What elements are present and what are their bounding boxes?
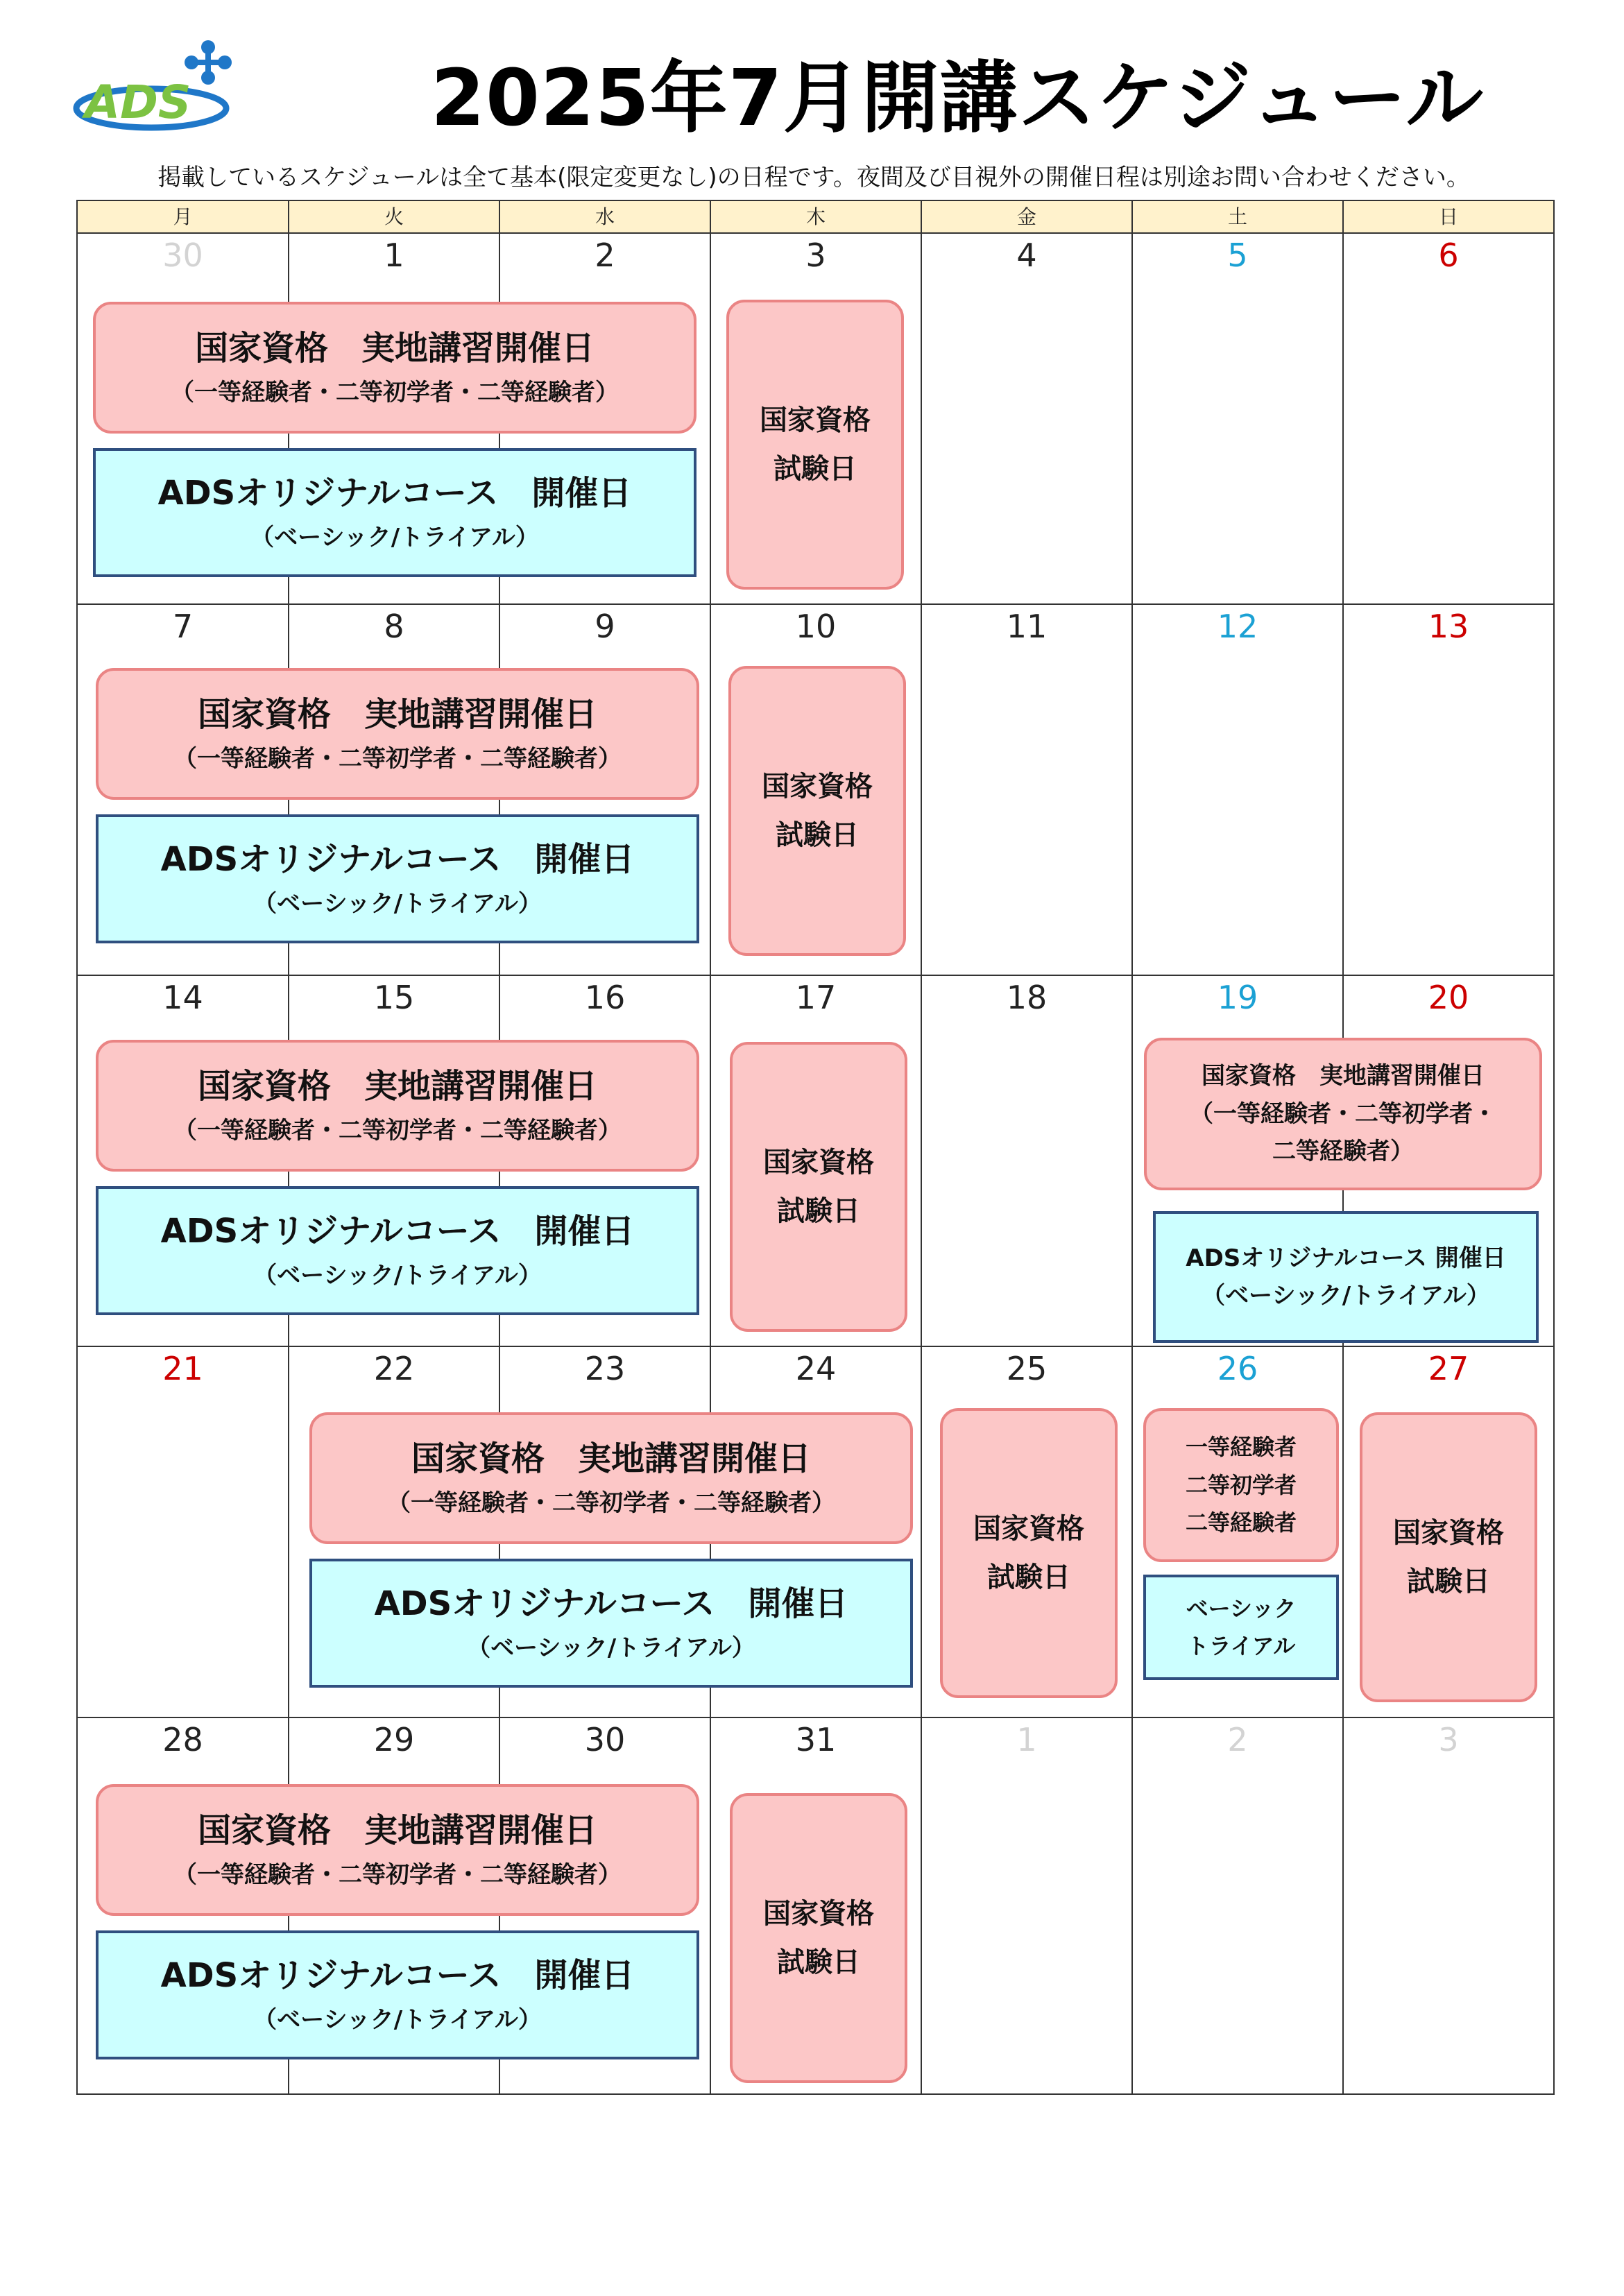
practical-training-event xyxy=(96,1784,699,1916)
original-course-event xyxy=(309,1559,913,1688)
exam-label: 国家資格 xyxy=(973,1513,1084,1545)
original-label: ベーシック xyxy=(1186,1595,1297,1622)
day-cell xyxy=(922,976,1133,1347)
practical-title: 国家資格 実地講習開催日 xyxy=(1202,1062,1485,1090)
day-cell xyxy=(78,1347,289,1718)
day-number: 5 xyxy=(1227,237,1248,274)
weekday-thu: 木 xyxy=(711,201,922,232)
day-number: 10 xyxy=(795,608,837,645)
original-sub: （ベーシック/トライアル） xyxy=(250,523,539,551)
day-number: 6 xyxy=(1438,237,1459,274)
day-number: 12 xyxy=(1217,608,1258,645)
day-number: 23 xyxy=(584,1350,626,1387)
day-number: 1 xyxy=(1016,1721,1037,1758)
exam-label: 試験日 xyxy=(777,1195,860,1227)
day-number: 30 xyxy=(162,237,203,274)
practical-training-event xyxy=(96,1040,699,1172)
day-number: 14 xyxy=(162,979,203,1016)
day-cell xyxy=(1133,1718,1344,2093)
practical-label: 一等経験者 xyxy=(1185,1434,1297,1461)
practical-label: 二等経験者 xyxy=(1185,1509,1297,1536)
exam-label: 国家資格 xyxy=(763,1147,874,1179)
day-number: 25 xyxy=(1006,1350,1048,1387)
original-title: ADSオリジナルコース 開催日 xyxy=(1186,1244,1506,1272)
practical-sub: （一等経験者・二等初学者・二等経験者） xyxy=(387,1489,835,1517)
day-number: 30 xyxy=(584,1721,626,1758)
original-course-event xyxy=(96,814,699,943)
original-sub: （ベーシック/トライアル） xyxy=(253,889,542,918)
weekday-mon: 月 xyxy=(78,201,289,232)
original-sub: （ベーシック/トライアル） xyxy=(1202,1282,1490,1310)
original-course-event xyxy=(96,1186,699,1315)
exam-label: 国家資格 xyxy=(760,404,871,436)
practical-title: 国家資格 実地講習開催日 xyxy=(411,1439,811,1478)
day-number: 4 xyxy=(1016,237,1037,274)
schedule-note: 掲載しているスケジュールは全て基本(限定変更なし)の日程です。夜間及び目視外の開催日程は別途お問い合わせください。 xyxy=(157,164,1470,191)
exam-label: 国家資格 xyxy=(762,771,873,803)
day-number: 2 xyxy=(595,237,615,274)
weekday-sun: 日 xyxy=(1438,205,1458,228)
day-number: 11 xyxy=(1006,608,1048,645)
practical-training-event xyxy=(1144,1038,1542,1190)
practical-sub: （一等経験者・二等初学者・二等経験者） xyxy=(173,1860,622,1889)
original-course-event xyxy=(1153,1211,1539,1343)
practical-title: 国家資格 実地講習開催日 xyxy=(197,1810,597,1850)
original-course-short xyxy=(1143,1575,1339,1680)
day-number: 27 xyxy=(1428,1350,1469,1387)
weekday-wed: 水 xyxy=(500,201,711,232)
practical-title: 国家資格 実地講習開催日 xyxy=(194,328,595,368)
day-number: 9 xyxy=(595,608,615,645)
day-cell xyxy=(1133,234,1344,605)
original-sub: （ベーシック/トライアル） xyxy=(253,1261,542,1290)
practical-training-event xyxy=(96,668,699,800)
original-title: ADSオリジナルコース 開催日 xyxy=(160,1211,635,1251)
exam-label: 試験日 xyxy=(776,819,859,851)
practical-training-event xyxy=(309,1412,913,1544)
original-sub: （ベーシック/トライアル） xyxy=(467,1634,755,1662)
svg-text:ADS: ADS xyxy=(85,76,191,129)
exam-label: 試験日 xyxy=(777,1946,860,1978)
calendar-grid xyxy=(76,200,1555,2095)
original-sub: （ベーシック/トライアル） xyxy=(253,2005,542,2034)
weekday-tue: 火 xyxy=(289,201,500,232)
day-number: 18 xyxy=(1006,979,1048,1016)
day-cell xyxy=(1344,1718,1553,2093)
national-exam-event xyxy=(730,1793,907,2083)
day-number: 15 xyxy=(373,979,415,1016)
exam-label: 国家資格 xyxy=(1393,1517,1504,1549)
drone-icon xyxy=(185,40,232,85)
original-course-event xyxy=(96,1930,699,2059)
weekday-sat: 土 xyxy=(1133,201,1344,232)
practical-sub: 二等経験者） xyxy=(1272,1138,1414,1166)
exam-label: 試験日 xyxy=(987,1561,1070,1593)
day-number: 3 xyxy=(805,237,826,274)
practical-sub: （一等経験者・二等初学者・二等経験者） xyxy=(171,378,619,406)
day-cell xyxy=(1344,605,1553,976)
day-number: 7 xyxy=(172,608,194,645)
day-number: 31 xyxy=(795,1721,837,1758)
practical-training-event xyxy=(93,302,696,434)
national-exam-event xyxy=(1360,1412,1537,1702)
weekday-fri: 金 xyxy=(922,201,1133,232)
weekday-header xyxy=(78,201,1553,234)
practical-training-short xyxy=(1143,1408,1339,1562)
day-number: 2 xyxy=(1227,1721,1248,1758)
day-number: 28 xyxy=(162,1721,203,1758)
day-number: 29 xyxy=(373,1721,415,1758)
day-number: 8 xyxy=(384,608,404,645)
day-number: 21 xyxy=(162,1350,203,1387)
day-number: 13 xyxy=(1428,608,1469,645)
practical-label: 二等初学者 xyxy=(1185,1471,1297,1498)
day-number: 3 xyxy=(1438,1721,1459,1758)
national-exam-event xyxy=(730,1042,907,1332)
day-number: 22 xyxy=(373,1350,415,1387)
day-number: 1 xyxy=(384,237,404,274)
day-cell xyxy=(1344,234,1553,605)
day-number: 19 xyxy=(1217,979,1258,1016)
day-number: 16 xyxy=(584,979,626,1016)
day-cell xyxy=(922,605,1133,976)
exam-label: 国家資格 xyxy=(763,1898,874,1930)
original-title: ADSオリジナルコース 開催日 xyxy=(374,1584,848,1623)
day-number: 20 xyxy=(1428,979,1469,1016)
day-number: 24 xyxy=(795,1350,837,1387)
day-number: 17 xyxy=(795,979,837,1016)
practical-title: 国家資格 実地講習開催日 xyxy=(197,1066,597,1106)
page-title: 2025年7月開講スケジュール xyxy=(431,53,1484,144)
practical-sub: （一等経験者・二等初学者・二等経験者） xyxy=(173,744,622,773)
day-cell xyxy=(922,234,1133,605)
national-exam-event xyxy=(940,1408,1118,1698)
day-number: 26 xyxy=(1217,1350,1258,1387)
original-title: ADSオリジナルコース 開催日 xyxy=(160,839,635,879)
exam-label: 試験日 xyxy=(773,453,857,485)
practical-sub: （一等経験者・二等初学者・二等経験者） xyxy=(173,1116,622,1145)
original-title: ADSオリジナルコース 開催日 xyxy=(160,1955,635,1995)
practical-title: 国家資格 実地講習開催日 xyxy=(197,694,597,734)
original-course-event xyxy=(93,448,696,577)
original-label: トライアル xyxy=(1186,1633,1296,1659)
day-cell xyxy=(922,1718,1133,2093)
practical-sub: （一等経験者・二等初学者・ xyxy=(1190,1099,1496,1128)
exam-label: 試験日 xyxy=(1407,1566,1490,1597)
national-exam-event xyxy=(726,300,904,590)
day-cell xyxy=(1133,605,1344,976)
national-exam-event xyxy=(728,666,906,956)
original-title: ADSオリジナルコース 開催日 xyxy=(157,473,632,513)
ads-logo xyxy=(69,40,250,137)
